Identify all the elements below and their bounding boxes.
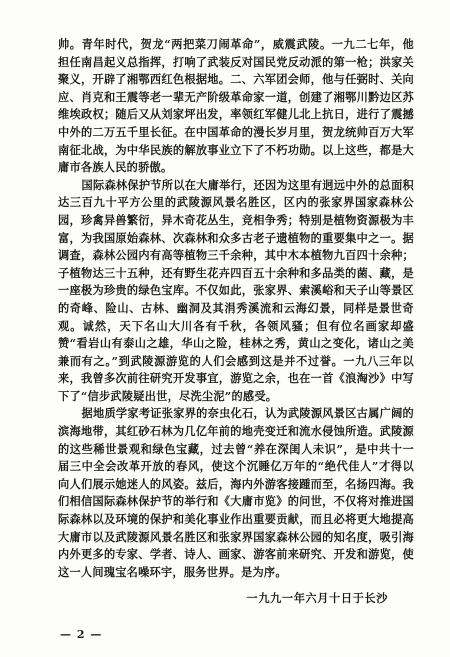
body-text xyxy=(58,36,414,581)
signature-date: 一九九一年六月十日于长沙 xyxy=(246,591,388,605)
paragraph-3: 据地质学家考证张家界的奈虫化石，认为武陵源风景区古属广阔的滨海地带，其红砂石林为几亿年前的地壳变迁和流水侵蚀所造。武陵源的这些稀世景观和绿色宝藏，过去曾“养在深闺人未识”，是中共十一届三中全会改革开放的春风，使这个沉睡亿万年的“绝代佳人”才得以向人们展示她迷人的风姿。兹后，海内外游客接踵而至，名扬四海。我们相信国际森林保护节的举行和《大庸市览》的问世，不仅将对推进国际森林以及环境的保护和美化事业作出重要贡献，而且必将更大地提高大庸市以及武陵源风景名胜区和张家界国家森林公园的知名度，吸引海内外更多的专家、学者、诗人、画家、游客前来研究、开发和游览，使这一人间瑰宝名噪环宇，服务世界。是为序。 xyxy=(58,406,414,579)
paragraph-2: 国际森林保护节所以在大庸举行，还因为这里有迥远中外的总面积达三百九十平方公里的武陵源风景名胜区，区内的张家界国家森林公园，珍禽异兽繁衍，异木奇花丛生，竞相争秀；特别是植物资源极为丰富，为我国原始森林、次森林和众多古老子遗植物的重要集中之一。据调查，森林公园内有高等植物三千余种，其中木本植物九百四十余种；子植物达三十五种，还有野生花卉四百五十余种和多品类的菌、藏，是一座极为珍贵的绿色宝库。不仅如此，张家界、索溪峪和天子山等景区的奇峰、险山、古林、幽洞及其涓秀溪流和云海幻景，同样是景世奇观。诚然，天下名山大川各有千秋，各领风骚；但有位名画家却盛赞“看岩山有泰山之雄，华山之险，桂林之秀，黄山之变化，诸山之美兼而有之。”到武陵源游览的人们会感到这是并不过誉。一九八三年以来，我曾多次前往研究开发事宜，游览之余，也在一首《浪淘沙》中写下了“信步武陵疑出世，尽洗尘泥”的感受。 xyxy=(58,177,414,403)
paragraph-1: 帅。青年时代，贺龙“两把菜刀闹革命”，威震武陵。一九二七年，他担任南昌起义总指挥，打响了武装反对国民党反动派的第一枪；洪家关聚义，开辟了湘鄂西红色根据地。二、六军团会师，他与任弼时、关向应、肖克和王震等老一辈无产阶级革命家一道，创建了湘鄂川黔边区苏维埃政权；随后又从刘家坪出发，率领红军健儿北上抗日，进行了震撼中外的二万五千里长征。在中国革命的漫长岁月里，贺龙统帅百万大军南征北战，为中华民族的解放事业立下了不朽功勋。以上这些，都是大庸市各族人民的骄傲。 xyxy=(58,37,414,175)
page-number: — 2 — xyxy=(60,628,103,641)
